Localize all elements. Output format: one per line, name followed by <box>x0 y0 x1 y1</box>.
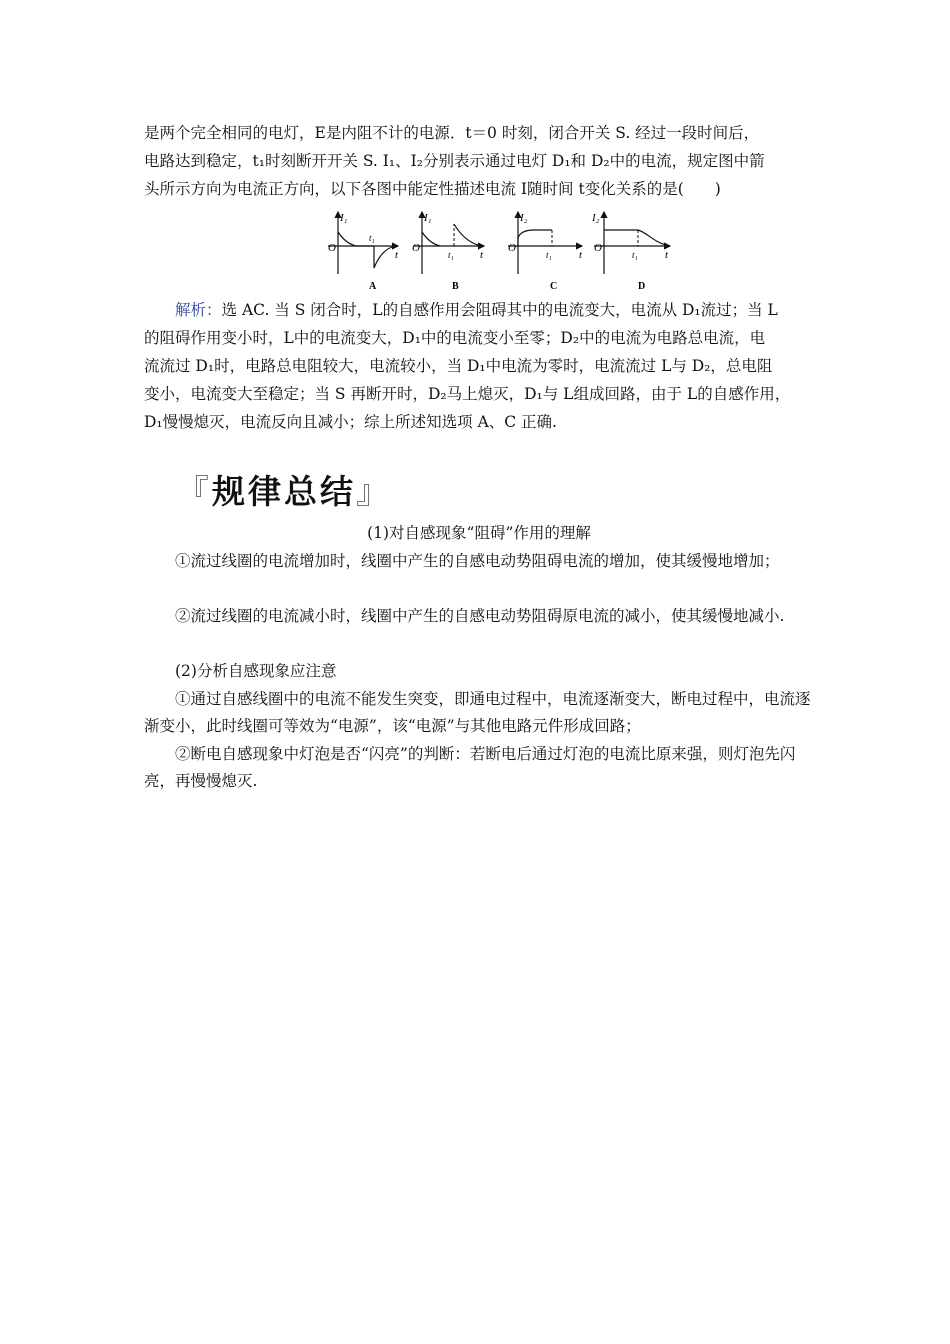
graph-c-t-axis: t <box>579 249 583 261</box>
graph-b-t-axis: t <box>480 249 484 261</box>
graph-a-t1: t₁ <box>369 233 375 243</box>
analysis-line-3: 流流过 D₁时，电路总电阻较大，电流较小，当 D₁中电流为零时，电流流过 L与 D₂，总电阻 <box>144 357 773 375</box>
summary-item-1-title: (1)对自感现象“阻碍”作用的理解 <box>367 524 591 542</box>
current-time-graphs <box>322 208 682 293</box>
summary-item-1-b: ②流过线圈的电流减小时，线圈中产生的自感电动势阻碍原电流的减小，使其缓慢地减小. <box>175 607 785 625</box>
graph-b <box>412 212 484 292</box>
summary-heading <box>176 466 392 512</box>
graph-a-origin: O <box>328 242 336 254</box>
analysis-label: 解析： <box>175 301 222 319</box>
heading-title: 规律总结 <box>212 472 356 511</box>
graph-d-t-axis: t <box>665 249 669 261</box>
question-line-2: 电路达到稳定，t₁时刻断开开关 S. I₁、I₂分别表示通过电灯 D₁和 D₂中的电流，规定图中箭 <box>144 152 765 170</box>
analysis-line-4: 变小，电流变大至稳定；当 S 再断开时，D₂马上熄灭，D₁与 L组成回路，由于 L的自感作用， <box>144 385 791 403</box>
graph-c-label: C <box>550 281 558 292</box>
graph-a-label: A <box>369 281 377 292</box>
graph-b-y-label: I₁ <box>424 212 432 224</box>
summary-item-2-a: ①通过自感线圈中的电流不能发生突变，即通电过程中，电流逐渐变大，断电过程中，电流逐渐变小，此时线圈可等效为“电源”，该“电源”与其他电路元件形成回路； <box>144 690 811 735</box>
heading-bracket-close: 』 <box>356 472 392 511</box>
graph-d <box>591 212 670 292</box>
graph-b-origin: O <box>412 242 420 254</box>
graph-d-origin: O <box>594 242 602 254</box>
graph-b-t1: t₁ <box>448 250 454 260</box>
graph-a <box>328 212 399 292</box>
summary-item-1-a: ①流过线圈的电流增加时，线圈中产生的自感电动势阻碍电流的增加，使其缓慢地增加； <box>175 552 780 570</box>
heading-bracket-open: 『 <box>176 472 212 511</box>
graph-a-t-axis: t <box>395 249 399 261</box>
question-line-1: 是两个完全相同的电灯，E是内阻不计的电源．t＝0 时刻，闭合开关 S. 经过一段时间后， <box>144 124 760 142</box>
graph-c-t1: t₁ <box>546 250 552 260</box>
graph-d-y-label: I₂ <box>592 212 600 224</box>
analysis-line-2: 的阻碍作用变小时，L中的电流变大，D₁中的电流变小至零；D₂中的电流为电路总电流，电 <box>144 329 766 347</box>
graph-d-t1: t₁ <box>632 250 638 260</box>
analysis-line-5: D₁慢慢熄灭，电流反向且减小；综上所述知选项 A、C 正确. <box>144 413 557 431</box>
analysis-line-1 <box>144 297 814 324</box>
graph-c-y-label: I₂ <box>520 212 528 224</box>
summary-item-2-title: (2)分析自感现象应注意 <box>175 662 337 680</box>
analysis-text-1: 选 AC. 当 S 闭合时，L的自感作用会阻碍其中的电流变大，电流从 D₁流过；当 L <box>221 301 778 319</box>
graph-c-origin: O <box>508 242 516 254</box>
graph-a-y-label: I₁ <box>340 212 348 224</box>
graph-c <box>508 212 583 292</box>
summary-item-2-b: ②断电自感现象中灯泡是否“闪亮”的判断：若断电后通过灯泡的电流比原来强，则灯泡先闪亮，再慢慢熄灭. <box>144 745 796 790</box>
question-line-3: 头所示方向为电流正方向，以下各图中能定性描述电流 I随时间 t变化关系的是( ) <box>144 180 721 198</box>
graph-b-label: B <box>452 281 459 292</box>
graph-d-label: D <box>638 281 646 292</box>
